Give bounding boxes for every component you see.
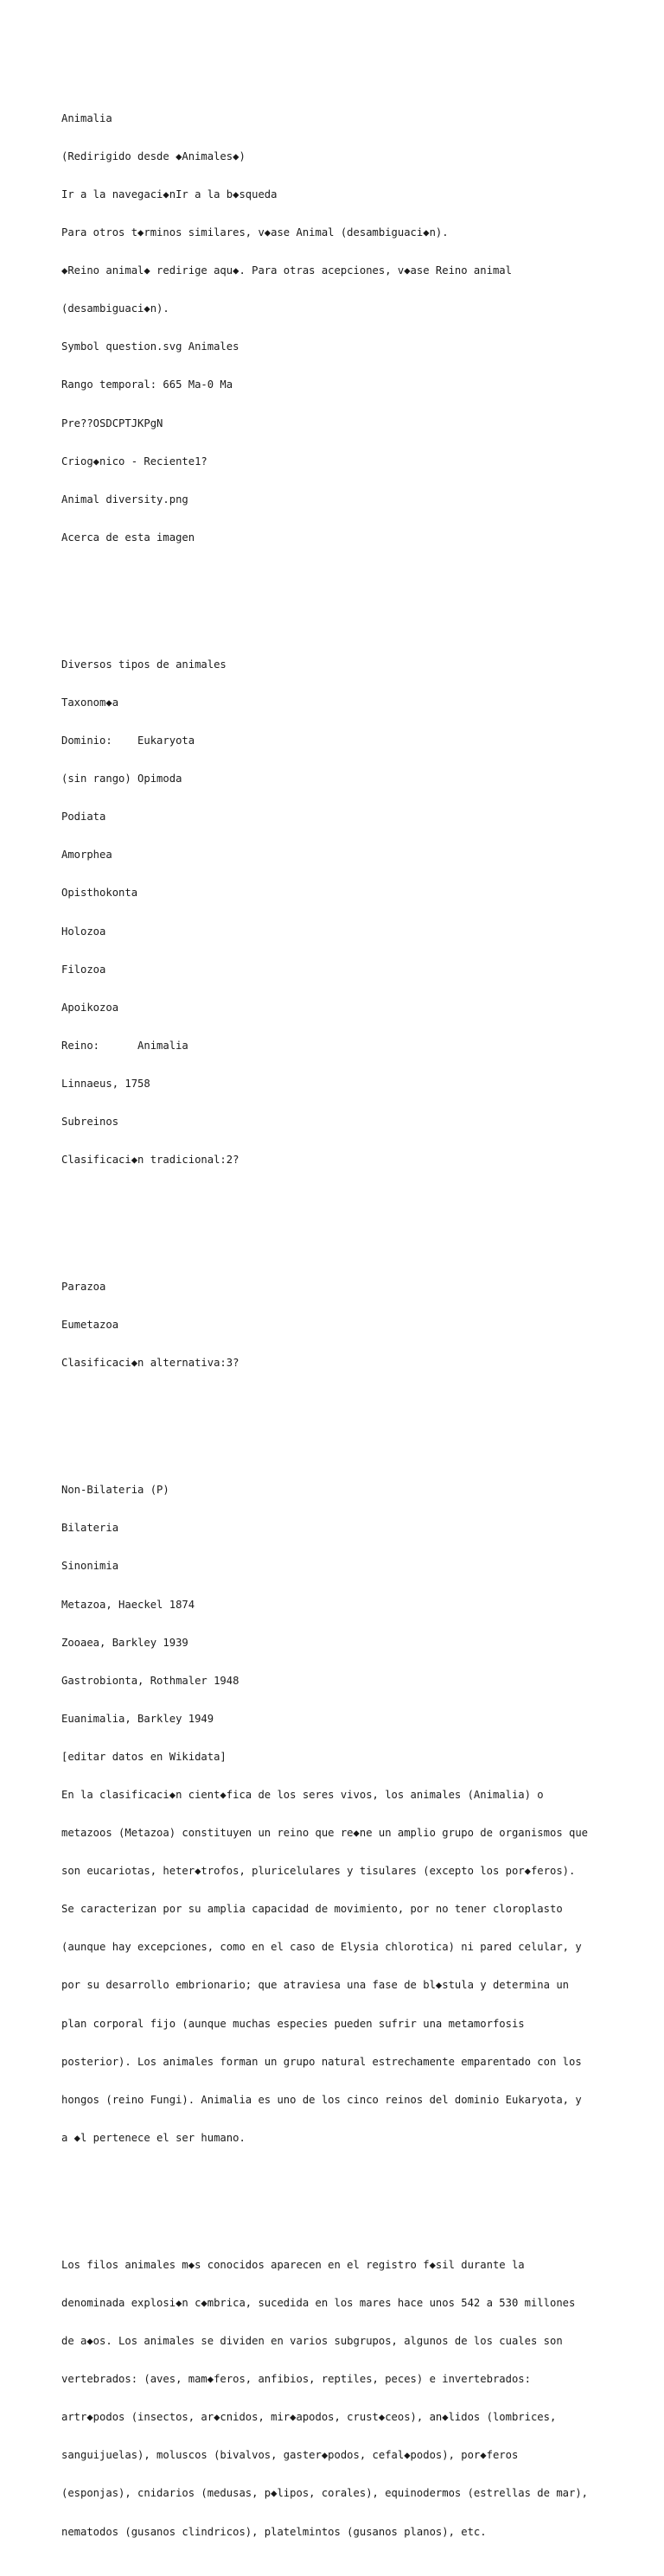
- text-line: Pre??OSDCPTJKPgN: [61, 417, 163, 429]
- text-line: posterior). Los animales forman un grupo natural estrechamente emparentado con los: [61, 2055, 582, 2068]
- text-line: Eumetazoa: [61, 1319, 119, 1332]
- text-line: Filozoa: [61, 963, 106, 976]
- text-line: ◆Reino animal◆ redirige aqu◆. Para otras acepciones, v◆ase Reino animal: [61, 264, 512, 277]
- text-line: Opisthokonta: [61, 887, 138, 900]
- text-line: Gastrobionta, Rothmaler 1948: [61, 1674, 239, 1687]
- text-line: nematodos (gusanos clindricos), platelmintos (gusanos planos), etc.: [61, 2525, 487, 2538]
- text-line: (desambiguaci◆n).: [61, 302, 169, 315]
- text-line: (esponjas), cnidarios (medusas, p◆lipos, corales), equinodermos (estrellas de mar),: [61, 2487, 589, 2500]
- text-line: por su desarrollo embrionario; que atraviesa una fase de bl◆stula y determina un: [61, 1979, 569, 1992]
- text-line: Parazoa: [61, 1281, 106, 1294]
- text-line: Rango temporal: 665 Ma-0 Ma: [61, 378, 233, 391]
- taxonomy-block: [61, 633, 615, 1192]
- text-line: Subreinos: [61, 1115, 119, 1128]
- text-line: metazoos (Metazoa) constituyen un reino que re◆ne un amplio grupo de organismos que: [61, 1827, 589, 1840]
- text-line: (aunque hay excepciones, como en el caso de Elysia chlorotica) ni pared celular, y: [61, 1941, 582, 1954]
- text-line: En la clasificaci◆n cient◆fica de los seres vivos, los animales (Animalia) o: [61, 1789, 544, 1801]
- text-line: (sin rango) Opimoda: [61, 773, 182, 786]
- alternative-classification-block: [61, 1459, 615, 2170]
- text-line: son eucariotas, heter◆trofos, pluricelulares y tisulares (excepto los por◆feros).: [61, 1865, 576, 1878]
- blank-line: [61, 1421, 615, 1434]
- text-line: Clasificaci◆n alternativa:3?: [61, 1357, 239, 1370]
- text-line: Dominio: Eukaryota: [61, 735, 195, 747]
- text-line: Animal diversity.png: [61, 493, 188, 506]
- text-line: Clasificaci◆n tradicional:2?: [61, 1154, 239, 1167]
- text-line: hongos (reino Fungi). Animalia es uno de los cinco reinos del dominio Eukaryota, y: [61, 2093, 582, 2106]
- text-line: Holozoa: [61, 925, 106, 938]
- text-line: Taxonom◆a: [61, 696, 119, 709]
- document-body: [61, 61, 615, 2576]
- second-paragraph-block: [61, 2233, 615, 2563]
- text-line: de a◆os. Los animales se dividen en varios subgrupos, algunos de los cuales son: [61, 2335, 563, 2348]
- text-line: denominada explosi◆n c◆mbrica, sucedida en los mares hace unos 542 a 530 millones: [61, 2296, 576, 2309]
- text-line: artr◆podos (insectos, ar◆cnidos, mir◆apodos, crust◆ceos), an◆lidos (lombrices,: [61, 2411, 557, 2424]
- text-line: Zooaea, Barkley 1939: [61, 1636, 188, 1649]
- text-line: Euanimalia, Barkley 1949: [61, 1712, 214, 1725]
- text-line: Metazoa, Haeckel 1874: [61, 1598, 195, 1611]
- blank-line: [61, 2195, 615, 2208]
- text-line: Amorphea: [61, 849, 112, 862]
- blank-line: [61, 1218, 615, 1231]
- text-line: Criog◆nico - Reciente1?: [61, 455, 208, 467]
- text-line: Bilateria: [61, 1522, 119, 1535]
- text-line: Linnaeus, 1758: [61, 1077, 150, 1090]
- text-line: Podiata: [61, 811, 106, 824]
- text-line: Ir a la navegaci◆nIr a la b◆squeda: [61, 188, 278, 200]
- text-line: Symbol question.svg Animales: [61, 340, 239, 353]
- text-line: Sinonimia: [61, 1560, 119, 1573]
- blank-line: [61, 595, 615, 607]
- text-line: a ◆l pertenece el ser humano.: [61, 2131, 246, 2144]
- text-line: Los filos animales m◆s conocidos aparecen en el registro f◆sil durante la: [61, 2258, 525, 2271]
- text-line: Non-Bilateria (P): [61, 1484, 169, 1497]
- text-line: Para otros t◆rminos similares, v◆ase Animal (desambiguaci◆n).: [61, 226, 449, 239]
- header-block: [61, 86, 615, 569]
- text-line: Acerca de esta imagen: [61, 531, 195, 544]
- text-line: Animalia: [61, 111, 112, 124]
- text-line: Diversos tipos de animales: [61, 658, 227, 671]
- text-line: Reino: Animalia: [61, 1039, 188, 1052]
- text-line: (Redirigido desde ◆Animales◆): [61, 149, 246, 162]
- text-line: vertebrados: (aves, mam◆feros, anfibios, reptiles, peces) e invertebrados:: [61, 2373, 531, 2386]
- text-line: plan corporal fijo (aunque muchas especies pueden sufrir una metamorfosis: [61, 2017, 525, 2030]
- text-line: Apoikozoa: [61, 1001, 119, 1014]
- text-line: [editar datos en Wikidata]: [61, 1750, 227, 1763]
- traditional-classification-block: [61, 1256, 615, 1396]
- text-line: sanguijuelas), moluscos (bivalvos, gaster◆podos, cefal◆podos), por◆feros: [61, 2449, 519, 2462]
- text-line: Se caracterizan por su amplia capacidad de movimiento, por no tener cloroplasto: [61, 1903, 563, 1916]
